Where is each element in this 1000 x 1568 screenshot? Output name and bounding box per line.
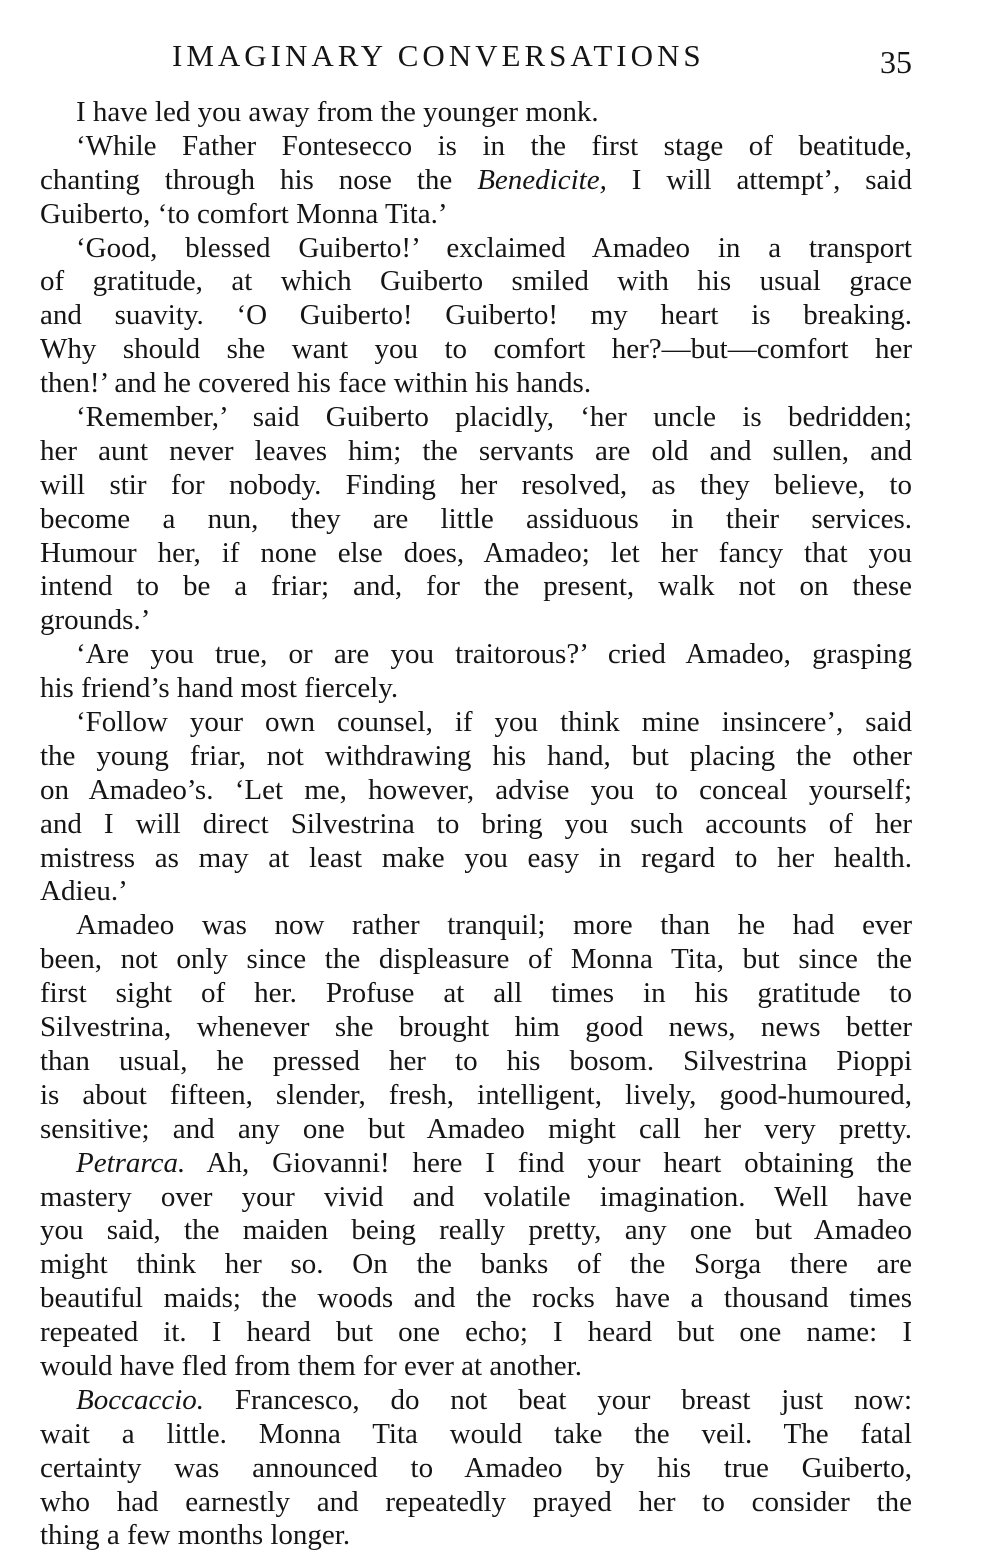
text-segment: you said, the maiden being really pretty, any one but Amadeo (40, 1214, 912, 1247)
text-line (40, 1147, 912, 1181)
text-segment: of gratitude, at which Guiberto smiled with his usual grace (40, 265, 912, 298)
text-line (40, 1079, 912, 1113)
text-segment: first sight of her. Profuse at all times in his gratitude to (40, 977, 912, 1010)
text-segment: the young friar, not withdrawing his hand, but placing the other (40, 739, 912, 772)
text-line (40, 1011, 912, 1045)
text-segment: chanting through his nose the (40, 163, 478, 196)
text-line (40, 1519, 912, 1553)
text-line (40, 570, 912, 604)
text-line (40, 1045, 912, 1079)
text-segment: ‘Remember,’ said Guiberto placidly, ‘her uncle is bedridden; (76, 401, 912, 434)
text-segment: beautiful maids; the woods and the rocks have a thousand times (40, 1282, 912, 1315)
text-line (40, 1452, 912, 1486)
text-segment: Guiberto, ‘to comfort Monna Tita.’ (40, 197, 448, 230)
text-line (40, 1282, 912, 1316)
text-line (40, 503, 912, 537)
text-segment: wait a little. Monna Tita would take the veil. The fatal (40, 1417, 912, 1450)
text-segment: her aunt never leaves him; the servants are old and sullen, and (40, 434, 912, 467)
text-line (40, 1486, 912, 1520)
text-segment: grounds.’ (40, 604, 151, 637)
text-segment: repeated it. I heard but one echo; I heard but one name: I (40, 1316, 912, 1349)
text-line (40, 1214, 912, 1248)
text-segment: Adieu.’ (40, 875, 128, 908)
text-segment: is about fifteen, slender, fresh, intelligent, lively, good-humoured, (40, 1078, 912, 1111)
text-segment: his friend’s hand most fiercely. (40, 672, 399, 705)
text-line (40, 808, 912, 842)
text-line (40, 604, 912, 638)
text-line (40, 130, 912, 164)
text-segment: Amadeo was now rather tranquil; more than he had ever (76, 909, 912, 942)
text-segment: Francesco, do not beat your breast just now: (204, 1383, 912, 1416)
text-line (40, 198, 912, 232)
text-line (40, 706, 912, 740)
text-line (40, 943, 912, 977)
text-line (40, 672, 912, 706)
text-line (40, 909, 912, 943)
text-segment: ‘While Father Fontesecco is in the first stage of beatitude, (76, 129, 912, 162)
text-segment: on Amadeo’s. ‘Let me, however, advise you to conceal yourself; (40, 773, 912, 806)
text-line (40, 401, 912, 435)
text-segment: and suavity. ‘O Guiberto! Guiberto! my heart is breaking. (40, 299, 912, 332)
text-segment: Ah, Giovanni! here I find your heart obtaining the (185, 1146, 912, 1179)
text-line (40, 875, 912, 909)
text-segment: then!’ and he covered his face within his hands. (40, 367, 592, 400)
text-line (40, 1113, 912, 1147)
text-segment: Silvestrina, whenever she brought him good news, news better (40, 1011, 912, 1044)
text-segment: ‘Good, blessed Guiberto!’ exclaimed Amadeo in a transport (76, 231, 912, 264)
text-segment: Humour her, if none else does, Amadeo; let her fancy that you (40, 536, 912, 569)
text-line (40, 469, 912, 503)
text-line (40, 164, 912, 198)
text-line (40, 1316, 912, 1350)
text-line (40, 1248, 912, 1282)
text-segment: ‘Are you true, or are you traitorous?’ cried Amadeo, grasping (76, 638, 912, 671)
text-segment: sensitive; and any one but Amadeo might call her very pretty. (40, 1112, 912, 1145)
text-segment: certainty was announced to Amadeo by his true Guiberto, (40, 1451, 912, 1484)
text-line (40, 1384, 912, 1418)
italic-text: Petrarca. (76, 1146, 186, 1179)
text-line (40, 299, 912, 333)
text-segment: than usual, he pressed her to his bosom. Silvestrina Pioppi (40, 1044, 912, 1077)
text-segment: and I will direct Silvestrina to bring you such accounts of her (40, 807, 912, 840)
text-segment: I have led you away from the younger monk. (76, 96, 599, 128)
text-line (40, 977, 912, 1011)
text-segment: become a nun, they are little assiduous in their services. (40, 502, 912, 535)
italic-text: Benedicite, (477, 163, 607, 196)
text-segment: will stir for nobody. Finding her resolved, as they believe, to (40, 468, 912, 501)
text-segment: I will attempt’, said (606, 163, 912, 196)
text-line (40, 367, 912, 401)
text-segment: intend to be a friar; and, for the present, walk not on these (40, 570, 912, 603)
italic-text: Boccaccio. (76, 1383, 205, 1416)
text-line (40, 537, 912, 571)
text-segment: ‘Follow your own counsel, if you think mine insincere’, said (76, 706, 912, 739)
text-line (40, 333, 912, 367)
text-line (40, 1350, 912, 1384)
text-segment: been, not only since the displeasure of Monna Tita, but since the (40, 943, 912, 976)
text-line (40, 96, 912, 130)
page-number: 35 (880, 44, 912, 80)
text-segment: Why should she want you to comfort her?—but—comfort her (40, 333, 912, 366)
running-head: IMAGINARY CONVERSATIONS (172, 38, 705, 73)
text-line (40, 638, 912, 672)
text-segment: who had earnestly and repeatedly prayed her to consider the (40, 1485, 912, 1518)
text-line (40, 265, 912, 299)
text-line (40, 774, 912, 808)
text-line (40, 842, 912, 876)
text-line (40, 1181, 912, 1215)
text-line (40, 232, 912, 266)
text-segment: might think her so. On the banks of the Sorga there are (40, 1248, 912, 1281)
text-line (40, 1418, 912, 1452)
book-page (40, 0, 912, 1568)
text-line (40, 740, 912, 774)
text-line (40, 435, 912, 469)
page-header (40, 38, 912, 82)
text-segment: would have fled from them for ever at another. (40, 1349, 582, 1382)
body-text (40, 96, 912, 1553)
text-segment: thing a few months longer. (40, 1519, 351, 1552)
text-segment: mistress as may at least make you easy in regard to her health. (40, 841, 912, 874)
text-segment: mastery over your vivid and volatile imagination. Well have (40, 1180, 912, 1213)
